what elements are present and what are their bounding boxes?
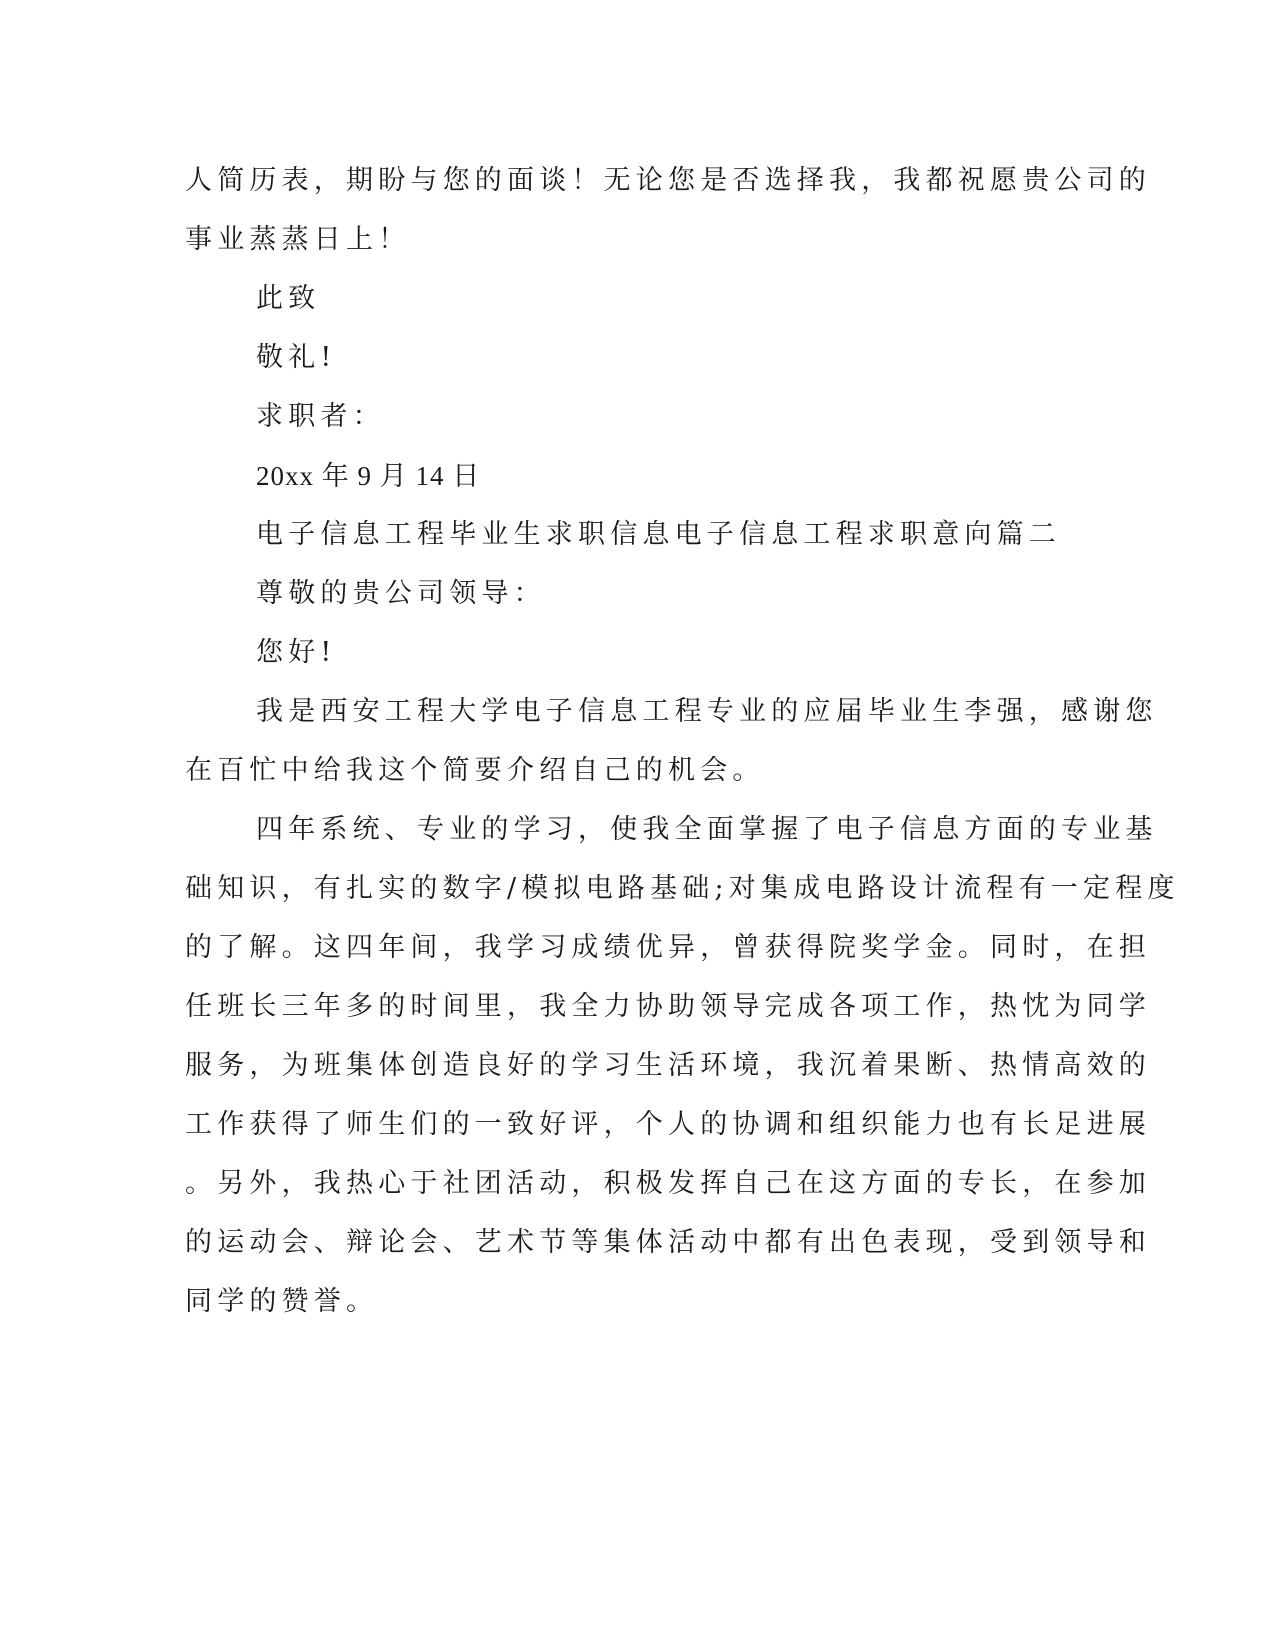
paragraph2-line-1: 四年系统、专业的学习，使我全面掌握了电子信息方面的专业基 <box>256 814 1158 845</box>
paragraph2-line-2: 础知识，有扎实的数字/模拟电路基础;对集成电路设计流程有一定程度 <box>185 873 1180 904</box>
closing-regards: 敬礼! <box>256 342 337 373</box>
closing-salutation: 此致 <box>256 283 321 314</box>
paragraph2-line-4: 任班长三年多的时间里，我全力协助领导完成各项工作，热忱为同学 <box>185 991 1151 1022</box>
paragraph2-line-5: 服务，为班集体创造良好的学习生活环境，我沉着果断、热情高效的 <box>185 1050 1151 1081</box>
section-title: 电子信息工程毕业生求职信息电子信息工程求职意向篇二 <box>256 519 1061 550</box>
paragraph2-line-7: 。另外，我热心于社团活动，积极发挥自己在这方面的专长，在参加 <box>185 1168 1151 1199</box>
paragraph2-line-6: 工作获得了师生们的一致好评，个人的协调和组织能力也有长足进展 <box>185 1109 1151 1140</box>
paragraph1-line-2: 在百忙中给我这个简要介绍自己的机会。 <box>185 755 765 786</box>
continuation-line-2: 事业蒸蒸日上！ <box>185 224 411 255</box>
letter-date: 20xx 年 9 月 14 日 <box>256 461 481 491</box>
greeting-hello: 您好! <box>256 637 337 668</box>
continuation-line-1: 人简历表，期盼与您的面谈！无论您是否选择我，我都祝愿贵公司的 <box>185 165 1151 196</box>
paragraph2-line-9: 同学的赞誉。 <box>185 1286 379 1317</box>
paragraph2-line-8: 的运动会、辩论会、艺术节等集体活动中都有出色表现，受到领导和 <box>185 1227 1151 1258</box>
greeting-addressee: 尊敬的贵公司领导： <box>256 578 546 609</box>
paragraph2-line-3: 的了解。这四年间，我学习成绩优异，曾获得院奖学金。同时，在担 <box>185 932 1151 963</box>
applicant-label: 求职者： <box>256 401 385 432</box>
paragraph1-line-1: 我是西安工程大学电子信息工程专业的应届毕业生李强，感谢您 <box>256 696 1158 727</box>
